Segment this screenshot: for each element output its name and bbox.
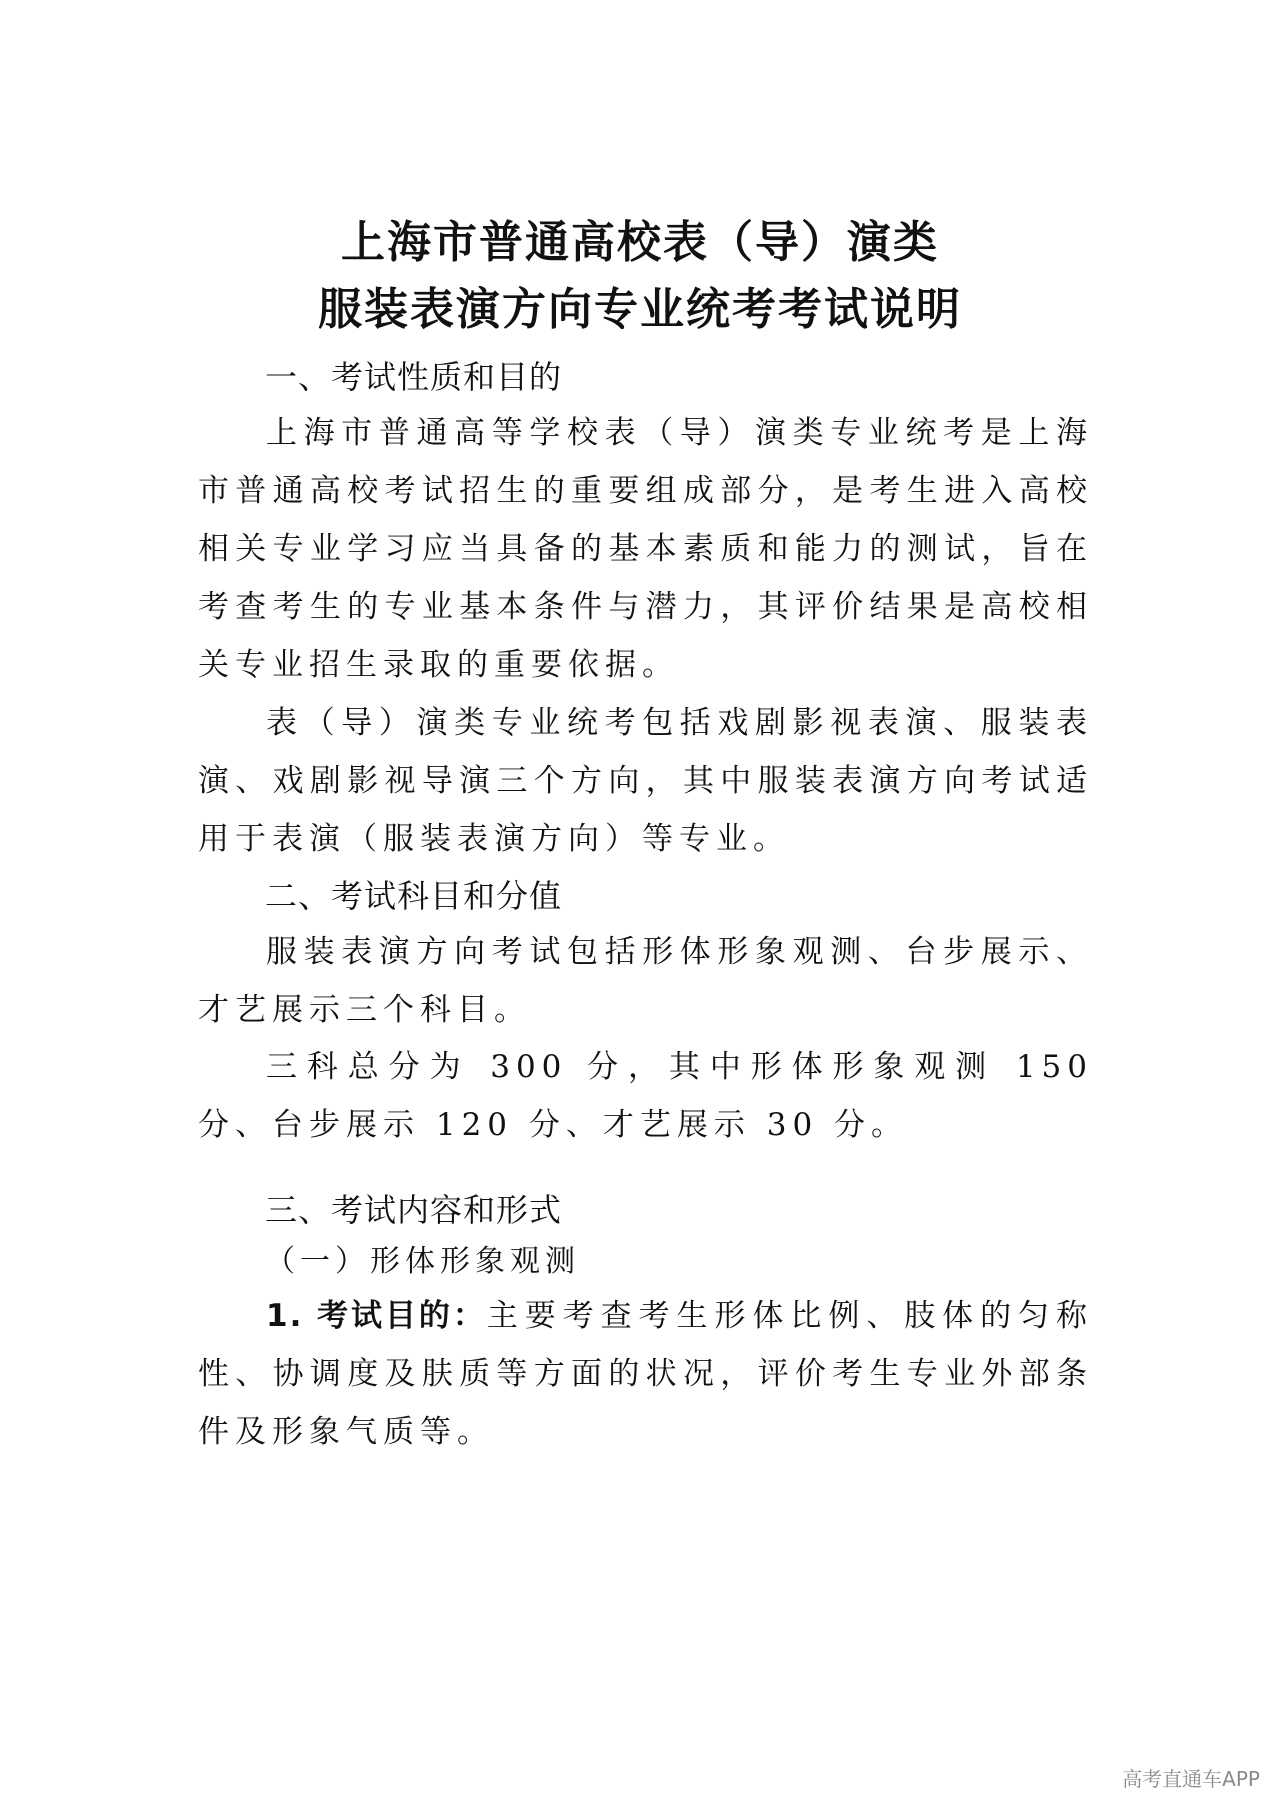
watermark-text: 高考直通车APP bbox=[1122, 1767, 1260, 1791]
section1-paragraph2: 表（导）演类专业统考包括戏剧影视表演、服装表演、戏剧影视导演三个方向，其中服装表演方向考试适用于表演（服装表演方向）等专业。 bbox=[198, 705, 1093, 857]
item1-text: 主要考查考生形体比例、肢体的匀称性、协调度及肤质等方面的状况，评价考生专业外部条件及形象气质等。 bbox=[198, 1298, 1093, 1450]
item1-label: 1. 考试目的： bbox=[266, 1298, 487, 1334]
document-title-line2: 服装表演方向专业统考考试说明 bbox=[318, 284, 962, 335]
section3-item1 bbox=[198, 1287, 1093, 1461]
section1-heading: 一、考试性质和目的 bbox=[265, 358, 563, 396]
section2-paragraph1: 服装表演方向考试包括形体形象观测、台步展示、才艺展示三个科目。 bbox=[198, 934, 1093, 1028]
section3-subheading: （一）形体形象观测 bbox=[265, 1244, 580, 1279]
section2-heading: 二、考试科目和分值 bbox=[265, 877, 563, 915]
section1-paragraph1: 上海市普通高等学校表（导）演类专业统考是上海市普通高校考试招生的重要组成部分，是考生进入高校相关专业学习应当具备的基本素质和能力的测试，旨在考查考生的专业基本条件与潜力，其评价结果是高校相关专业招生录取的重要依据。 bbox=[198, 415, 1093, 683]
section2-paragraph2: 三科总分为 300 分，其中形体形象观测 150 分、台步展示 120 分、才艺展示 30 分。 bbox=[198, 1049, 1093, 1143]
section3-heading: 三、考试内容和形式 bbox=[265, 1191, 563, 1229]
document-title-line1: 上海市普通高校表（导）演类 bbox=[341, 217, 939, 268]
